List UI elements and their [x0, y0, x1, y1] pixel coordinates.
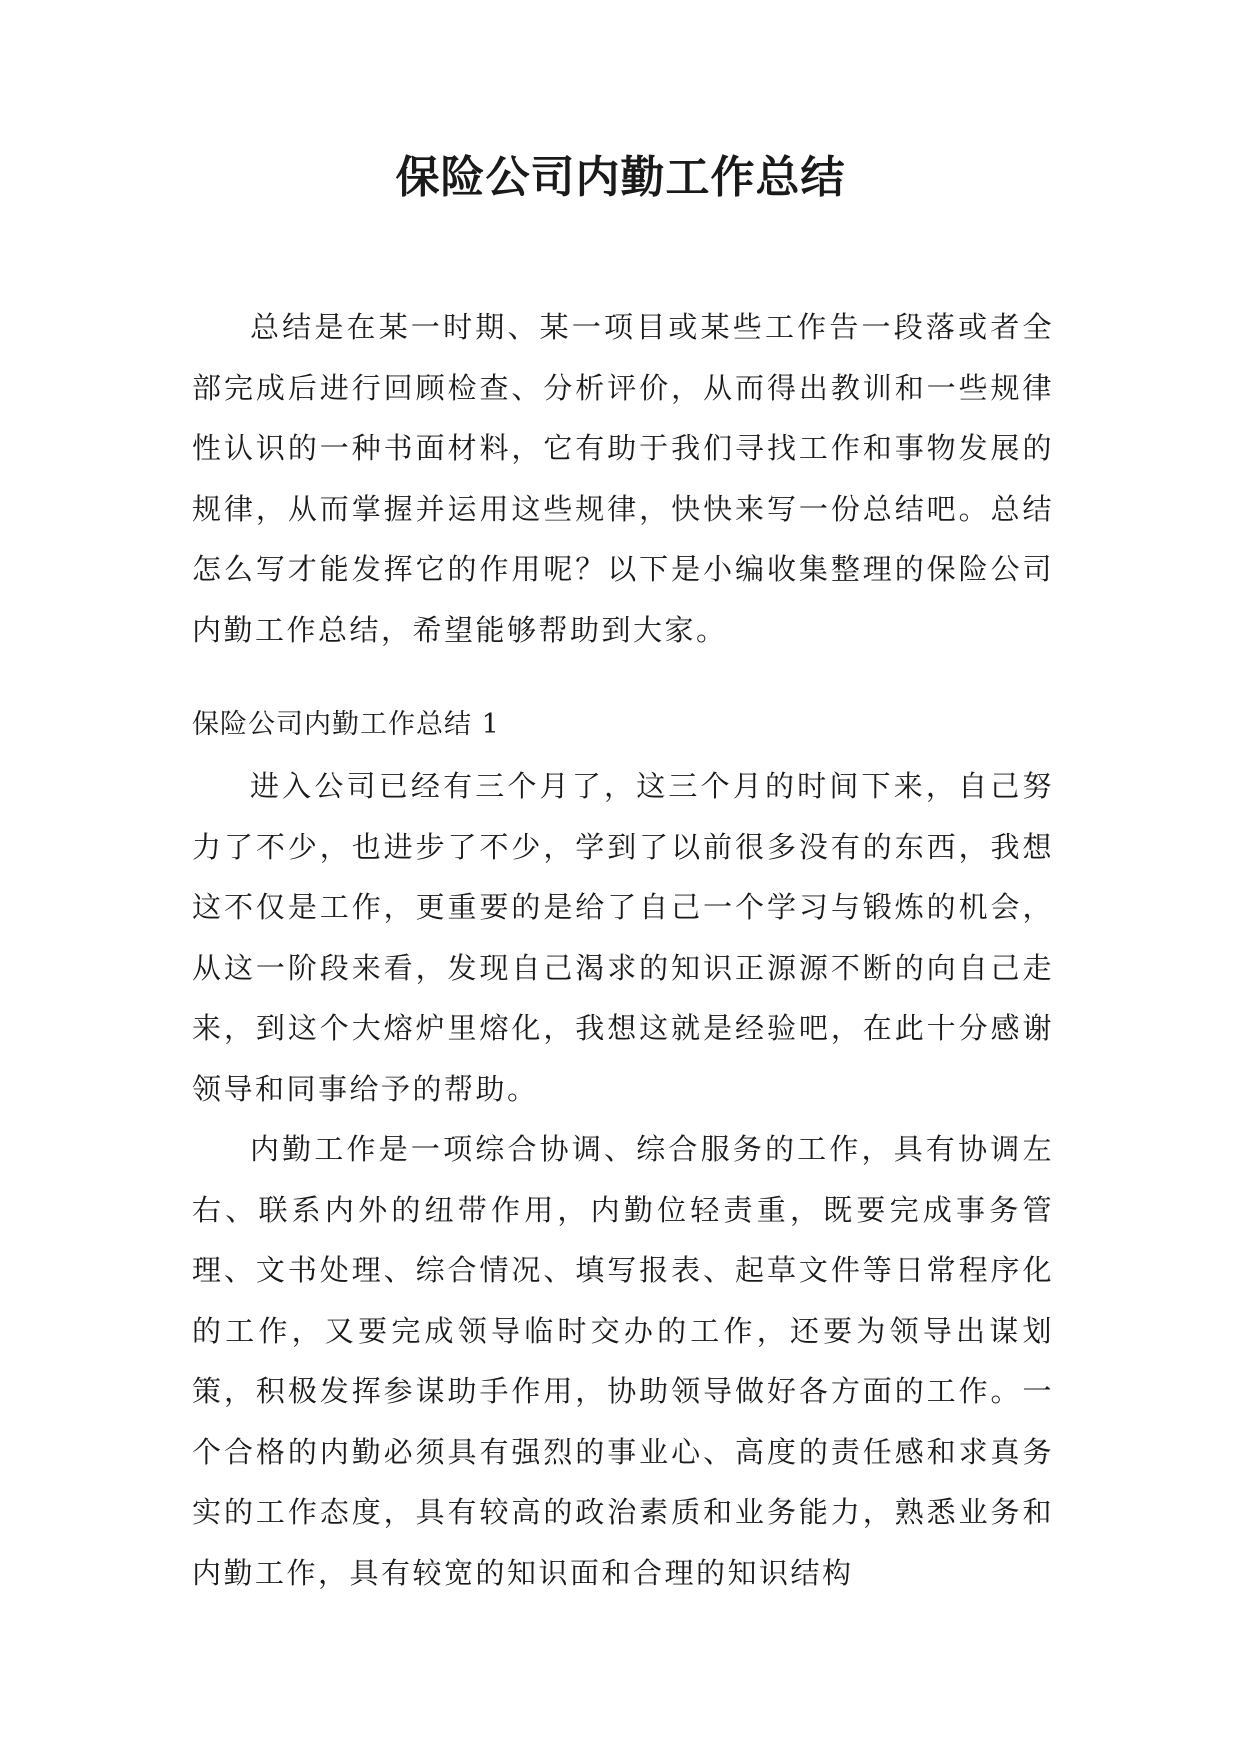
intro-paragraph: 总结是在某一时期、某一项目或某些工作告一段落或者全部完成后进行回顾检查、分析评价，从而得出教训和一些规律性认识的一种书面材料，它有助于我们寻找工作和事物发展的规律，从而掌握并运用这些规律，快快来写一份总结吧。总结怎么写才能发挥它的作用呢？以下是小编收集整理的保险公司内勤工作总结，希望能够帮助到大家。 — [192, 310, 1054, 647]
intro-section — [192, 297, 1054, 660]
section-heading: 保险公司内勤工作总结 1 — [192, 709, 500, 740]
body-paragraph: 进入公司已经有三个月了，这三个月的时间下来，自己努力了不少，也进步了不少，学到了以前很多没有的东西，我想这不仅是工作，更重要的是给了自己一个学习与锻炼的机会，从这一阶段来看，发现自己渴求的知识正源源不断的向自己走来，到这个大熔炉里熔化，我想这就是经验吧，在此十分感谢领导和同事给予的帮助。 — [192, 769, 1054, 1106]
body-paragraph: 内勤工作是一项综合协调、综合服务的工作，具有协调左右、联系内外的纽带作用，内勤位轻责重，既要完成事务管理、文书处理、综合情况、填写报表、起草文件等日常程序化的工作，又要完成领导临时交办的工作，还要为领导出谋划策，积极发挥参谋助手作用，协助领导做好各方面的工作。一个合格的内勤必须具有强烈的事业心、高度的责任感和求真务实的工作态度，具有较高的政治素质和业务能力，熟悉业务和内勤工作，具有较宽的知识面和合理的知识结构 — [192, 1132, 1054, 1590]
document-title: 保险公司内勤工作总结 — [395, 152, 846, 203]
section-body — [192, 756, 1054, 1603]
